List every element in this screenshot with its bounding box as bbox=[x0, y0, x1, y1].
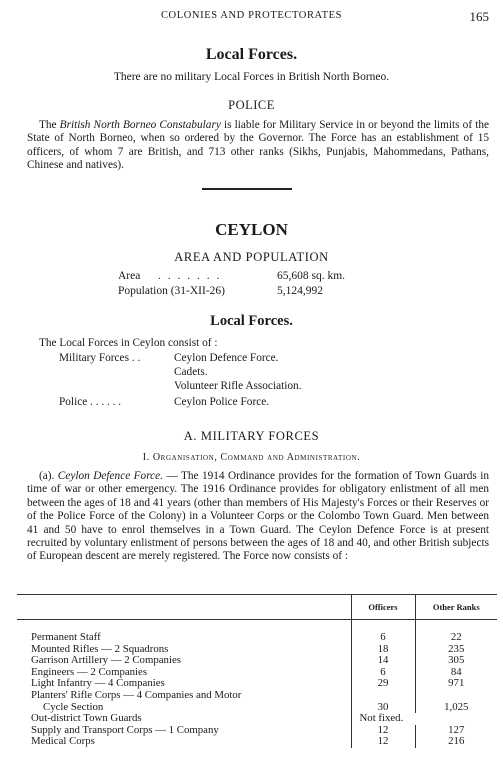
unit-cell: Permanent Staff bbox=[31, 631, 101, 643]
unit-cell: Garrison Artillery — 2 Companies bbox=[31, 654, 181, 667]
officers-cell: 12 bbox=[351, 725, 415, 737]
other-ranks-cell: 216 bbox=[415, 736, 497, 748]
other-ranks-cell bbox=[415, 690, 497, 702]
military-item-volunteer-rifle: Volunteer Rifle Association. bbox=[174, 380, 302, 392]
military-item-cadets: Cadets. bbox=[174, 366, 208, 378]
other-ranks-cell: 84 bbox=[415, 667, 497, 679]
para-a-prefix: (a). bbox=[39, 470, 58, 482]
unit-cell: Light Infantry — 4 Companies bbox=[31, 677, 165, 690]
table-row bbox=[17, 690, 497, 702]
police-item: Ceylon Police Force. bbox=[174, 396, 270, 408]
defence-force-paragraph bbox=[27, 470, 489, 564]
officers-cell: 30 bbox=[351, 702, 415, 714]
other-ranks-cell: 305 bbox=[415, 655, 497, 667]
military-forces-label: Military Forces . . bbox=[59, 352, 141, 364]
section-divider bbox=[202, 188, 292, 190]
running-header: COLONIES AND PROTECTORATES bbox=[160, 10, 343, 21]
other-ranks-cell: 22 bbox=[415, 632, 497, 644]
military-item-defence-force: Ceylon Defence Force. bbox=[174, 352, 279, 364]
page-number: 165 bbox=[469, 9, 489, 24]
borneo-police-paragraph bbox=[27, 119, 489, 173]
officers-cell: Not fixed. bbox=[351, 713, 497, 725]
other-ranks-cell: 971 bbox=[415, 678, 497, 690]
officers-cell: 6 bbox=[351, 632, 415, 644]
table-row bbox=[17, 632, 497, 644]
organisation-heading: I. Organisation, Command and Administration. bbox=[142, 452, 361, 463]
borneo-constabulary-name: British North Borneo Constabulary bbox=[59, 119, 221, 131]
table-header-row bbox=[17, 594, 497, 620]
defence-force-name: Ceylon Defence Force. bbox=[57, 470, 164, 482]
other-ranks-cell: 127 bbox=[415, 725, 497, 737]
population-label: Population (31-XII-26) bbox=[118, 285, 225, 297]
population-value: 5,124,992 bbox=[277, 285, 323, 297]
unit-cell: Supply and Transport Corps — 1 Company bbox=[31, 723, 219, 736]
officers-cell: 29 bbox=[351, 678, 415, 690]
para-a-body: — The 1914 Ordinance provides for the formation of Town Guards in time of war or other emergency. The 1916 Ordinance provides for obligatory enlistment of all men between the ages of 18 and 41 years (other than members of His Majesty's Forces or their Reserves or of the Police Force of the Colony) in a Volunteer Corps or the Colombo Town Guard. Men between 41 and 50 have to enrol themselves in a Town Guard. The Ceylon Defence Force is at present recruited by voluntary enlistment of persons between the ages of 18 and 40, and other British subjects of European descent are merely registered. The Force now consists of : bbox=[27, 470, 490, 563]
other-ranks-cell: 235 bbox=[415, 644, 497, 656]
borneo-local-forces-heading: Local Forces. bbox=[205, 46, 298, 63]
borneo-police-body: is liable for Military Service in or beyond the limits of the State of North Borneo, when so ordered by the Governor. The Force has an establishment of 15 officers, of whom 7 are British, and 713 other ranks (Sikhs, Punjabis, Mahommedans, Pathans, Chinese and natives). bbox=[27, 119, 489, 172]
borneo-police-prefix: The bbox=[39, 119, 60, 131]
police-label: Police . . . . . . bbox=[59, 396, 122, 408]
unit-cell: Out-district Town Guards bbox=[31, 712, 142, 725]
unit-cell: Mounted Rifles — 2 Squadrons bbox=[31, 642, 169, 655]
ceylon-local-forces-heading: Local Forces. bbox=[210, 313, 293, 329]
military-forces-heading: A. MILITARY FORCES bbox=[183, 429, 320, 443]
area-label: Area bbox=[118, 270, 141, 282]
forces-table bbox=[17, 594, 497, 748]
consist-text: The Local Forces in Ceylon consist of : bbox=[39, 337, 218, 349]
officers-cell bbox=[351, 690, 415, 702]
officers-cell: 14 bbox=[351, 655, 415, 667]
area-population-heading: AREA AND POPULATION bbox=[174, 250, 329, 264]
borneo-no-forces-text: There are no military Local Forces in British North Borneo. bbox=[113, 71, 390, 83]
officers-cell: 6 bbox=[351, 667, 415, 679]
other-ranks-cell: 1,025 bbox=[415, 702, 497, 714]
officers-cell: 12 bbox=[351, 736, 415, 748]
officers-cell: 18 bbox=[351, 644, 415, 656]
table-row bbox=[17, 736, 497, 748]
forces-table-body bbox=[17, 632, 497, 748]
table-row bbox=[17, 713, 497, 725]
borneo-police-heading: POLICE bbox=[228, 98, 275, 112]
area-value: 65,608 sq. km. bbox=[277, 270, 346, 282]
unit-column-header bbox=[17, 594, 351, 620]
unit-cell: Medical Corps bbox=[31, 735, 95, 748]
unit-cell: Engineers — 2 Companies bbox=[31, 665, 148, 678]
unit-cell: Cycle Section bbox=[43, 700, 104, 713]
other-ranks-column-header: Other Ranks bbox=[415, 594, 497, 620]
unit-cell: Planters' Rifle Corps — 4 Companies and Motor bbox=[31, 688, 242, 701]
officers-column-header: Officers bbox=[351, 594, 415, 620]
area-dots: . . . . . . . bbox=[158, 270, 222, 282]
ceylon-title: CEYLON bbox=[215, 220, 288, 239]
